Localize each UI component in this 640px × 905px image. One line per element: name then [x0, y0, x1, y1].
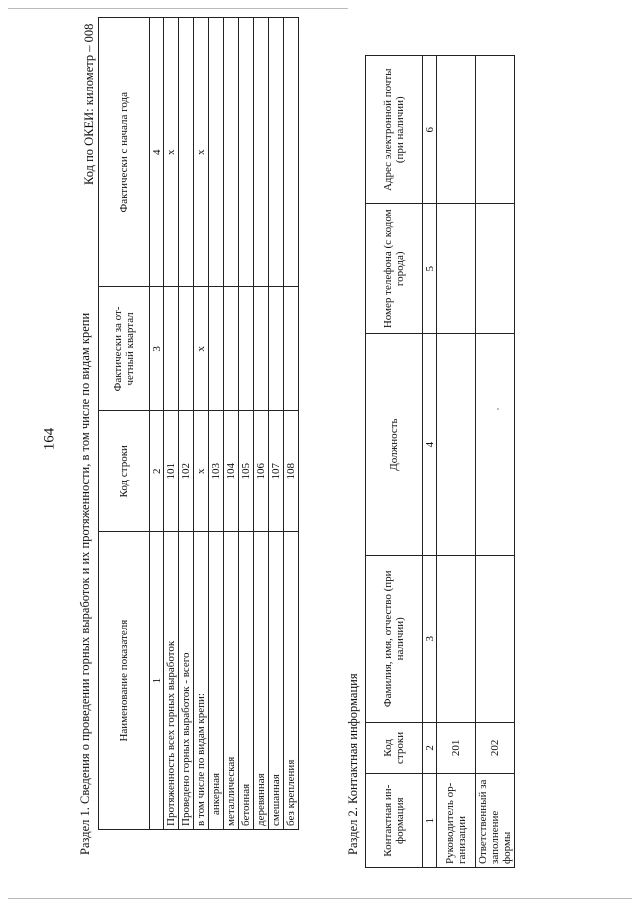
table-row	[284, 18, 299, 830]
indicator-name-cell: деревянная	[254, 532, 269, 830]
indicator-name-cell: в том числе по видам крепи:	[194, 532, 209, 830]
colnum-4: 4	[423, 334, 437, 556]
section2-header-row	[366, 56, 423, 868]
year-value-cell	[254, 18, 269, 287]
table-row	[476, 56, 515, 868]
row-code-cell: 201	[437, 722, 476, 774]
section2-table	[365, 55, 515, 868]
colnum-5: 5	[423, 204, 437, 334]
section2-title: Раздел 2. Контактная информация	[346, 673, 360, 855]
row-code-cell: 101	[164, 411, 179, 532]
year-value-cell	[209, 18, 224, 287]
colnum-1: 1	[150, 532, 164, 830]
quarter-value-cell	[224, 287, 239, 411]
table-row	[164, 18, 179, 830]
year-value-cell	[284, 18, 299, 287]
year-value-cell: х	[194, 18, 209, 287]
table-row	[224, 18, 239, 830]
header-year: Фактически с начала года	[99, 18, 150, 287]
colnum-2: 2	[150, 411, 164, 532]
table-row	[269, 18, 284, 830]
year-value-cell	[239, 18, 254, 287]
section1-body	[164, 18, 299, 830]
row-code-cell: 106	[254, 411, 269, 532]
colnum-4: 4	[150, 18, 164, 287]
table-row	[437, 56, 476, 868]
quarter-value-cell	[164, 287, 179, 411]
header-position: Должность	[366, 334, 423, 556]
indicator-name-cell: анкерная	[209, 532, 224, 830]
colnum-6: 6	[423, 56, 437, 204]
quarter-value-cell	[179, 287, 194, 411]
full-name-cell	[476, 556, 515, 722]
section2-body	[437, 56, 515, 868]
year-value-cell: х	[164, 18, 179, 287]
colnum-1: 1	[423, 774, 437, 868]
email-cell	[437, 56, 476, 204]
section1-header-row	[99, 18, 150, 830]
section1-table	[98, 17, 299, 830]
indicator-name-cell: Протяженность всех горных выработок	[164, 532, 179, 830]
row-code-cell: 108	[284, 411, 299, 532]
section1-column-numbers	[150, 18, 164, 830]
table-row	[239, 18, 254, 830]
contact-role-cell: Руководитель ор-ганизации	[437, 774, 476, 868]
indicator-name-cell: металлическая	[224, 532, 239, 830]
indicator-name-cell: без крепления	[284, 532, 299, 830]
header-contact-info: Контактная ин-формация	[366, 774, 423, 868]
row-code-cell: 107	[269, 411, 284, 532]
table-row	[254, 18, 269, 830]
quarter-value-cell: х	[194, 287, 209, 411]
row-code-cell: 102	[179, 411, 194, 532]
phone-cell	[437, 204, 476, 334]
section1-title: Раздел 1. Сведения о проведении горных выработок и их протяженности, в том числе по видам крепи	[78, 312, 92, 855]
email-cell	[476, 56, 515, 204]
header-indicator-name: Наименование показателя	[99, 532, 150, 830]
row-code-cell: 105	[239, 411, 254, 532]
row-code-cell: х	[194, 411, 209, 532]
position-cell	[437, 334, 476, 556]
table-row	[209, 18, 224, 830]
year-value-cell	[269, 18, 284, 287]
header-full-name: Фамилия, имя, отчество (при наличии)	[366, 556, 423, 722]
table-row	[194, 18, 209, 830]
colnum-3: 3	[150, 287, 164, 411]
quarter-value-cell	[239, 287, 254, 411]
header-row-code: Код строки	[366, 722, 423, 774]
row-code-cell: 104	[224, 411, 239, 532]
quarter-value-cell	[209, 287, 224, 411]
row-code-cell: 202	[476, 722, 515, 774]
full-name-cell	[437, 556, 476, 722]
header-row-code: Код строки	[99, 411, 150, 532]
quarter-value-cell	[284, 287, 299, 411]
colnum-2: 2	[423, 722, 437, 774]
indicator-name-cell: Проведено горных выработок - всего	[179, 532, 194, 830]
colnum-3: 3	[423, 556, 437, 722]
quarter-value-cell	[269, 287, 284, 411]
page-number: 164	[41, 427, 58, 451]
header-quarter: Фактически за от-четный квартал	[99, 287, 150, 411]
okei-code: Код по ОКЕИ: километр – 008	[82, 23, 96, 185]
year-value-cell	[224, 18, 239, 287]
indicator-name-cell: бетонная	[239, 532, 254, 830]
indicator-name-cell: смешанная	[269, 532, 284, 830]
table-row	[179, 18, 194, 830]
position-cell	[476, 334, 515, 556]
header-email: Адрес электронной почты (при наличии)	[366, 56, 423, 204]
phone-cell	[476, 204, 515, 334]
header-phone: Номер телефона (с кодом города)	[366, 204, 423, 334]
contact-role-cell: Ответственный за заполнение формы	[476, 774, 515, 868]
row-code-cell: 103	[209, 411, 224, 532]
quarter-value-cell	[254, 287, 269, 411]
section2-column-numbers	[423, 56, 437, 868]
year-value-cell	[179, 18, 194, 287]
